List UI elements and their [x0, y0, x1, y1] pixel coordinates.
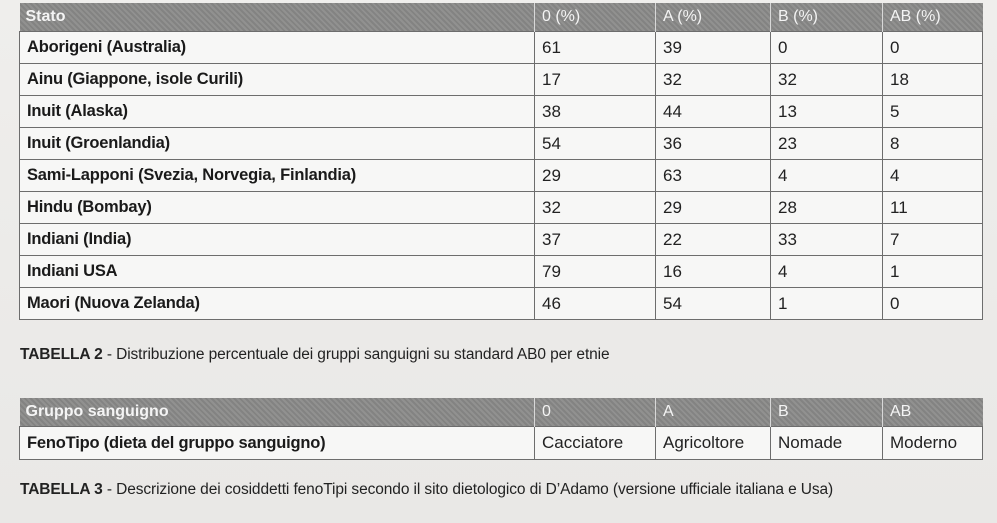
value-b: 1	[771, 288, 883, 320]
value-0: 37	[535, 224, 656, 256]
value-0: 79	[535, 256, 656, 288]
header-0-percent: 0 (%)	[535, 3, 656, 32]
table-row	[20, 96, 983, 128]
value-a: 32	[656, 64, 771, 96]
value-0: 32	[535, 192, 656, 224]
value-0: 29	[535, 160, 656, 192]
table-row	[20, 427, 983, 460]
table-row	[20, 128, 983, 160]
row-name: Inuit (Alaska)	[20, 96, 535, 128]
table-2-caption-label: TABELLA 2	[20, 346, 103, 363]
phenotype-ab: Moderno	[883, 427, 983, 460]
header-stato: Stato	[20, 3, 535, 32]
phenotype-0: Cacciatore	[535, 427, 656, 460]
header-gruppo-sanguigno: Gruppo sanguigno	[20, 398, 535, 427]
value-b: 33	[771, 224, 883, 256]
row-name: Ainu (Giappone, isole Curili)	[20, 64, 535, 96]
table-row	[20, 192, 983, 224]
value-b: 0	[771, 32, 883, 64]
value-0: 46	[535, 288, 656, 320]
row-name: Aborigeni (Australia)	[20, 32, 535, 64]
value-b: 28	[771, 192, 883, 224]
table-row	[20, 160, 983, 192]
value-ab: 4	[883, 160, 983, 192]
value-ab: 0	[883, 32, 983, 64]
table-row	[20, 224, 983, 256]
value-0: 61	[535, 32, 656, 64]
table-row	[20, 256, 983, 288]
value-b: 4	[771, 256, 883, 288]
table-row	[20, 288, 983, 320]
row-name: FenoTipo (dieta del gruppo sanguigno)	[20, 427, 535, 460]
row-name: Inuit (Groenlandia)	[20, 128, 535, 160]
header-ab-percent: AB (%)	[883, 3, 983, 32]
header-group-ab: AB	[883, 398, 983, 427]
header-a-percent: A (%)	[656, 3, 771, 32]
value-b: 32	[771, 64, 883, 96]
header-group-a: A	[656, 398, 771, 427]
table-row	[20, 32, 983, 64]
header-group-0: 0	[535, 398, 656, 427]
table-3-caption-text: - Descrizione dei cosiddetti fenoTipi secondo il sito dietologico di D’Adamo (versione ufficiale italiana e Usa)	[102, 481, 834, 498]
value-a: 36	[656, 128, 771, 160]
row-name: Maori (Nuova Zelanda)	[20, 288, 535, 320]
value-b: 23	[771, 128, 883, 160]
table-3-header-row	[20, 398, 983, 427]
table-2-blood-groups	[19, 3, 983, 320]
table-2-caption	[20, 346, 610, 364]
table-2-caption-text: - Distribuzione percentuale dei gruppi sanguigni su standard AB0 per etnie	[102, 346, 610, 363]
value-a: 39	[656, 32, 771, 64]
row-name: Hindu (Bombay)	[20, 192, 535, 224]
phenotype-a: Agricoltore	[656, 427, 771, 460]
value-0: 17	[535, 64, 656, 96]
table-3-phenotypes	[19, 398, 983, 460]
header-b-percent: B (%)	[771, 3, 883, 32]
value-0: 38	[535, 96, 656, 128]
row-name: Sami-Lapponi (Svezia, Norvegia, Finlandia)	[20, 160, 535, 192]
header-group-b: B	[771, 398, 883, 427]
table-3-caption	[20, 481, 833, 499]
value-a: 63	[656, 160, 771, 192]
value-b: 13	[771, 96, 883, 128]
value-ab: 11	[883, 192, 983, 224]
value-ab: 8	[883, 128, 983, 160]
table-3-caption-label: TABELLA 3	[20, 481, 103, 498]
value-ab: 5	[883, 96, 983, 128]
table-row	[20, 64, 983, 96]
value-ab: 0	[883, 288, 983, 320]
value-ab: 7	[883, 224, 983, 256]
value-a: 54	[656, 288, 771, 320]
row-name: Indiani (India)	[20, 224, 535, 256]
phenotype-b: Nomade	[771, 427, 883, 460]
value-a: 22	[656, 224, 771, 256]
value-ab: 1	[883, 256, 983, 288]
value-a: 44	[656, 96, 771, 128]
value-a: 29	[656, 192, 771, 224]
table-2-header-row	[20, 3, 983, 32]
value-a: 16	[656, 256, 771, 288]
row-name: Indiani USA	[20, 256, 535, 288]
value-b: 4	[771, 160, 883, 192]
value-0: 54	[535, 128, 656, 160]
value-ab: 18	[883, 64, 983, 96]
